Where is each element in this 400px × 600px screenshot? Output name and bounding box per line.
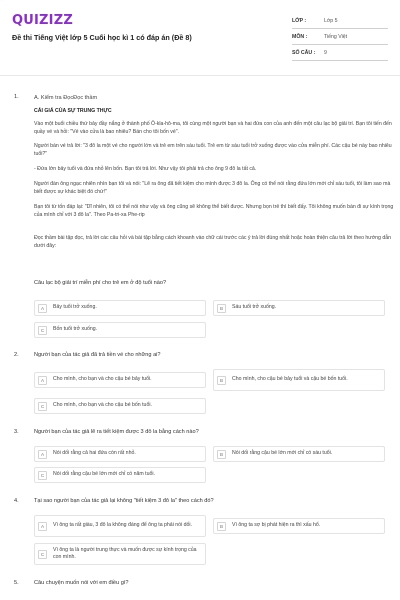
option-letter: C [38, 326, 47, 335]
question-text: Người bạn của tác giả lẽ ra tiết kiệm được 3 đô la bằng cách nào? [34, 429, 199, 435]
option-letter: A [38, 376, 47, 385]
option-letter: C [38, 402, 47, 411]
option-letter: B [217, 450, 226, 459]
option-letter: C [38, 471, 47, 480]
option-text: Cho mình, cho bạn và cho cậu bé bốn tuổi. [53, 402, 152, 409]
meta-key: MÔN : [292, 33, 308, 40]
option-text: Cho mình, cho cậu bé bảy tuổi và cậu bé bốn tuổi. [232, 376, 348, 383]
question-number: 2. [14, 352, 19, 358]
option-text: Sáu tuổi trở xuống. [232, 304, 277, 311]
option-letter: A [38, 304, 47, 313]
option-text: Vì ông ta sợ bị phát hiện ra thì xấu hổ. [232, 522, 321, 529]
answer-option-c[interactable] [34, 398, 206, 414]
option-text: Nói dối rằng cả hai đứa còn rất nhỏ. [53, 450, 136, 457]
question-number: 5. [14, 580, 19, 586]
header-divider [0, 75, 400, 76]
answer-option-c[interactable] [34, 543, 206, 565]
question-number: 4. [14, 498, 19, 504]
option-text: Nói dối rằng cậu bé lớn mới chỉ có năm tuổi. [53, 471, 155, 478]
option-letter: B [217, 304, 226, 313]
question-number: 1. [14, 94, 19, 100]
document-header [0, 0, 400, 74]
option-text: Vì ông ta là người trung thực và muốn được sự kính trọng của con mình. [53, 546, 197, 560]
answer-option-a[interactable] [34, 372, 206, 388]
answer-option-b[interactable] [213, 518, 385, 534]
meta-key: LỚP : [292, 17, 307, 24]
option-letter: A [38, 450, 47, 459]
story-paragraph: Vào một buổi chiều thứ bảy đầy nắng ở thành phố Ô-kla-hô-ma, tôi cùng một người bạn và hai đứa con của anh đến một câu lạc bộ giải trí. Bạn tôi tiến đến quầy vé và hỏi: "Vé vào cửa là bao nhiêu? Bán cho tôi bốn vé". [34, 121, 392, 135]
answer-option-a[interactable] [34, 446, 206, 462]
answer-option-c[interactable] [34, 322, 206, 338]
story-title: CÁI GIÁ CỦA SỰ TRUNG THỰC [34, 108, 112, 114]
option-letter: B [217, 376, 226, 385]
question-number: 3. [14, 429, 19, 435]
meta-row-count [292, 45, 388, 61]
answer-option-b[interactable] [213, 446, 385, 462]
meta-value: Tiếng Việt [324, 33, 348, 40]
document-title: Đề thi Tiếng Việt lớp 5 Cuối học kì 1 có đáp án (Đề 8) [12, 33, 192, 42]
question-text: Câu chuyện muốn nói với em điều gì? [34, 580, 129, 586]
answer-option-a[interactable] [34, 515, 206, 537]
question-text: Người bạn của tác giả đã trả tiền vé cho những ai? [34, 352, 161, 358]
question-text: Câu lạc bộ giải trí miễn phí cho trẻ em ở độ tuổi nào? [34, 280, 167, 286]
answer-option-c[interactable] [34, 467, 206, 483]
option-text: Bốn tuổi trở xuống. [53, 326, 98, 333]
answer-option-b[interactable] [213, 369, 385, 391]
meta-key: SỐ CÂU : [292, 49, 316, 56]
option-letter: A [38, 522, 47, 531]
meta-value: Lớp 5 [324, 17, 338, 24]
meta-value: 9 [324, 49, 327, 56]
option-text: Nói dối rằng cậu bé lớn mới chỉ có sáu tuổi. [232, 450, 333, 457]
meta-row-subject [292, 29, 388, 45]
story-paragraph: Người đàn ông ngạc nhiên nhìn bạn tôi và nói: "Lẽ ra ông đã tiết kiệm cho mình được 3 đô la. Ông có thể nói rằng đứa lớn mới chỉ sáu tuổi, tôi làm sao mà biết được sự khác biệt đó chứ!" [34, 181, 391, 195]
section-heading: A. Kiểm tra ĐọcĐọc thầm [34, 95, 98, 101]
question-text: Tại sao người bạn của tác giả lại không "tiết kiệm 3 đô la" theo cách đó? [34, 498, 214, 504]
option-letter: B [217, 522, 226, 531]
option-text: Cho mình, cho bạn và cho cậu bé bảy tuổi. [53, 376, 152, 383]
quizizz-logo[interactable]: QUIZIZZ [12, 13, 73, 28]
option-text: Bảy tuổi trở xuống. [53, 304, 97, 311]
story-paragraph: - Đứa lớn bảy tuổi và đứa nhỏ lên bốn. Bạn tôi trả lời. Như vậy tôi phải trả cho ông 9 đô la tất cả. [34, 166, 257, 172]
meta-row-class [292, 13, 388, 29]
option-letter: C [38, 550, 47, 559]
answer-option-a[interactable] [34, 300, 206, 316]
option-text: Vì ông ta rất giàu, 3 đô la không đáng để ông ta phải nói dối. [53, 522, 193, 529]
story-paragraph: Người bán vé trả lời: "3 đô la một vé cho người lớn và trẻ em trên sáu tuổi. Trẻ em từ sáu tuổi trở xuống được vào cửa miễn phí. Các cậu bé này bao nhiêu tuổi?" [34, 143, 392, 157]
story-paragraph: Bạn tôi từ tốn đáp lại: "Dĩ nhiên, tôi có thể nói như vậy và ông cũng sẽ không thể biết được. Nhưng bọn trẻ thì biết đấy. Tôi không muốn bán đi sự kính trọng của mình chỉ với 3 đô la". Theo Pa-tri-xa Phe-rip [34, 204, 394, 218]
answer-option-b[interactable] [213, 300, 385, 316]
meta-table [292, 13, 388, 61]
story-paragraph: Đọc thầm bài tập đọc, trả lời các câu hỏi và bài tập bằng cách khoanh vào chữ cái trước các ý trả lời đúng nhất hoặc hoàn thiện câu trả lời theo hướng dẫn dưới đây: [34, 235, 392, 249]
